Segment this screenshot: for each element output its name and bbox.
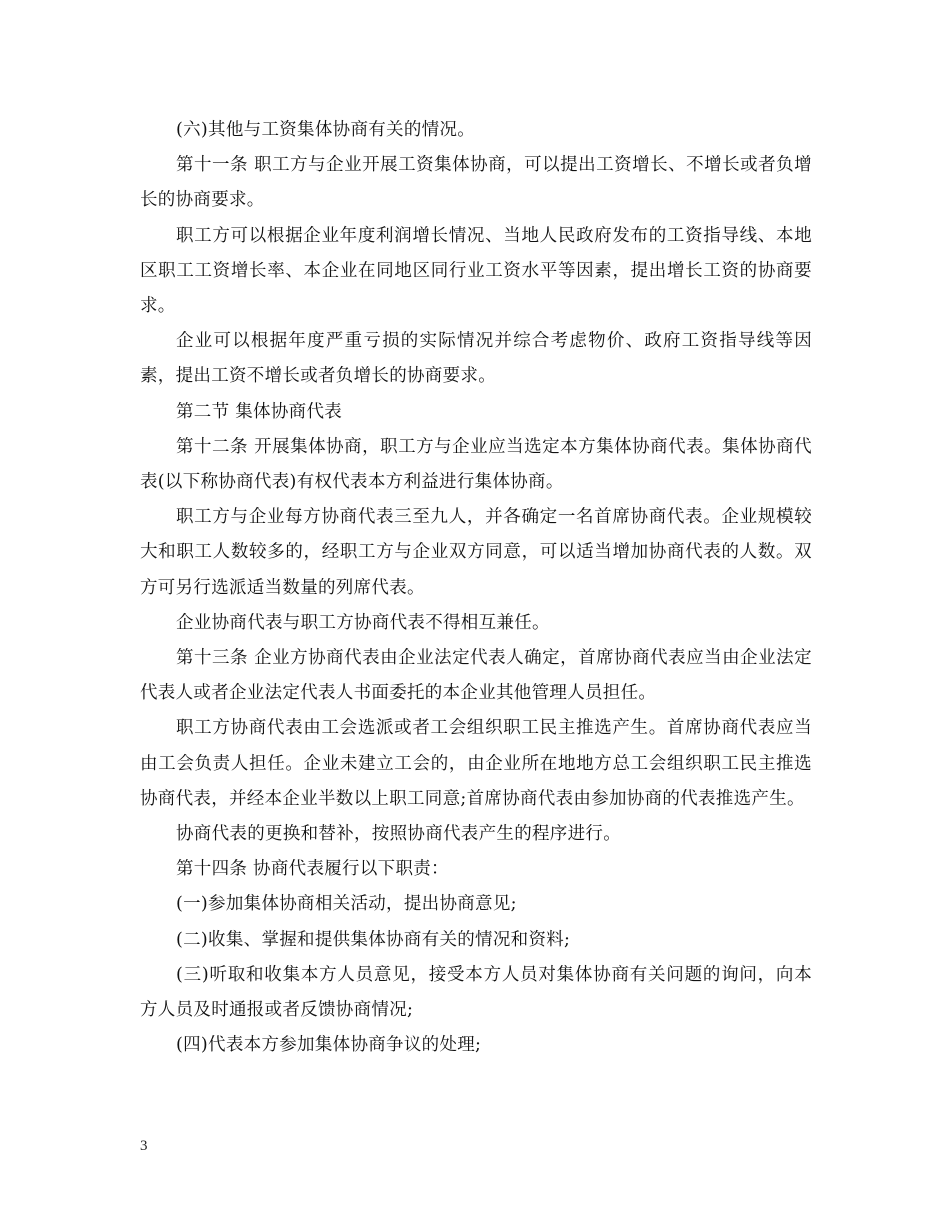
no-dual-role-paragraph: 企业协商代表与职工方协商代表不得相互兼任。 <box>176 612 550 633</box>
duty-item-2: (二)收集、掌握和提供集体协商有关的情况和资料; <box>176 929 571 950</box>
document-body <box>140 113 812 1063</box>
article-11-paragraph: 第十一条 职工方与企业开展工资集体协商，可以提出工资增长、不增长或者负增长的协商要求。 <box>140 155 812 211</box>
article-12-paragraph: 第十二条 开展集体协商，职工方与企业应当选定本方集体协商代表。集体协商代表(以下称协商代表)有权代表本方利益进行集体协商。 <box>140 436 812 493</box>
page-number: 3 <box>140 1138 148 1154</box>
duty-item-4: (四)代表本方参加集体协商争议的处理; <box>176 1035 482 1056</box>
duty-item-3: (三)听取和收集本方人员意见，接受本方人员对集体协商有关问题的询问，向本方人员及时通报或者反馈协商情况; <box>140 964 812 1021</box>
section-2-heading: 第二节 集体协商代表 <box>176 401 343 422</box>
article-13-paragraph: 第十三条 企业方协商代表由企业法定代表人确定，首席协商代表应当由企业法定代表人或者企业法定代表人书面委托的本企业其他管理人员担任。 <box>140 648 812 704</box>
replacement-paragraph: 协商代表的更换和替补，按照协商代表产生的程序进行。 <box>176 824 621 845</box>
paragraph-item-6: (六)其他与工资集体协商有关的情况。 <box>176 120 476 140</box>
representative-count-paragraph: 职工方与企业每方协商代表三至九人，并各确定一名首席协商代表。企业规模较大和职工人数较多的，经职工方与企业双方同意，可以适当增加协商代表的人数。双方可另行选派适当数量的列席代表。 <box>140 507 812 598</box>
article-14-paragraph: 第十四条 协商代表履行以下职责： <box>176 859 449 880</box>
duty-item-1: (一)参加集体协商相关活动，提出协商意见; <box>176 894 517 915</box>
wage-increase-paragraph: 职工方可以根据企业年度利润增长情况、当地人民政府发布的工资指导线、本地区职工工资增长率、本企业在同地区同行业工资水平等因素，提出增长工资的协商要求。 <box>140 225 812 317</box>
wage-decrease-paragraph: 企业可以根据年度严重亏损的实际情况并综合考虑物价、政府工资指导线等因素，提出工资不增长或者负增长的协商要求。 <box>140 331 812 387</box>
employee-representative-paragraph: 职工方协商代表由工会选派或者工会组织职工民主推选产生。首席协商代表应当由工会负责人担任。企业未建立工会的，由企业所在地地方总工会组织职工民主推选协商代表，并经本企业半数以上职工同意;首席协商代表由参加协商的代表推选产生。 <box>140 718 812 809</box>
